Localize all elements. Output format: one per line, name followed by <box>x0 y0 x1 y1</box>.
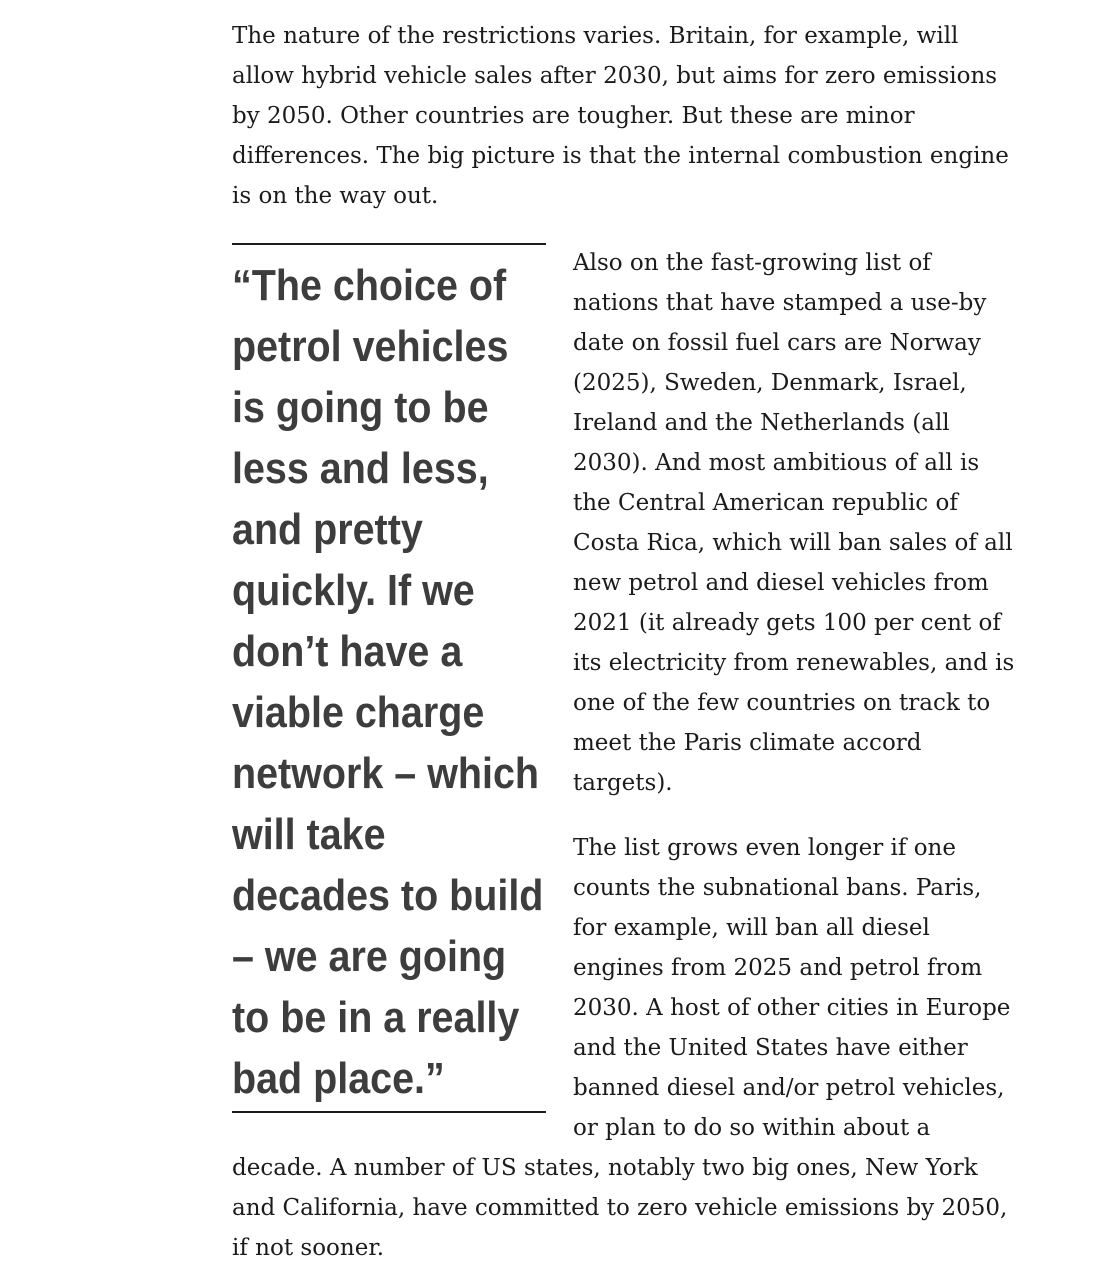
pull-quote <box>232 243 546 1113</box>
intro-paragraph: The nature of the restrictions varies. Britain, for example, will allow hybrid vehicle sales after 2030, but aims for zero emissions by 2050. Other countries are tougher. But these are minor differences. The big picture is that the internal combustion engine is on the way out. <box>232 23 1009 209</box>
body-paragraph-subnational: The list grows even longer if one counts the subnational bans. Paris, for example, will ban all diesel engines from 2025 and petrol from 2030. A host of other cities in Europe and the United States have either banned diesel and/or petrol vehicles, or plan to do so within about a decade. A number of US states, notably two big ones, New York and California, have committed to zero vehicle emissions by 2050, if not sooner. <box>232 835 1011 1261</box>
body-paragraph-nations: Also on the fast-growing list of nations that have stamped a use-by date on fossil fuel cars are Norway (2025), Sweden, Denmark, Israel, Ireland and the Netherlands (all 2030). And most ambitious of all is the Central American republic of Costa Rica, which will ban sales of all new petrol and diesel vehicles from 2021 (it already gets 100 per cent of its electricity from renewables, and is one of the few countries on track to meet the Paris climate accord targets). <box>573 250 1015 796</box>
pull-quote-text: “The choice of petrol vehicles is going to be less and less, and pretty quickly. If we don’t have a viable charge network – which will take decades to build – we are going to be in a really bad place.” <box>232 261 544 1103</box>
article-body <box>232 16 1022 1268</box>
